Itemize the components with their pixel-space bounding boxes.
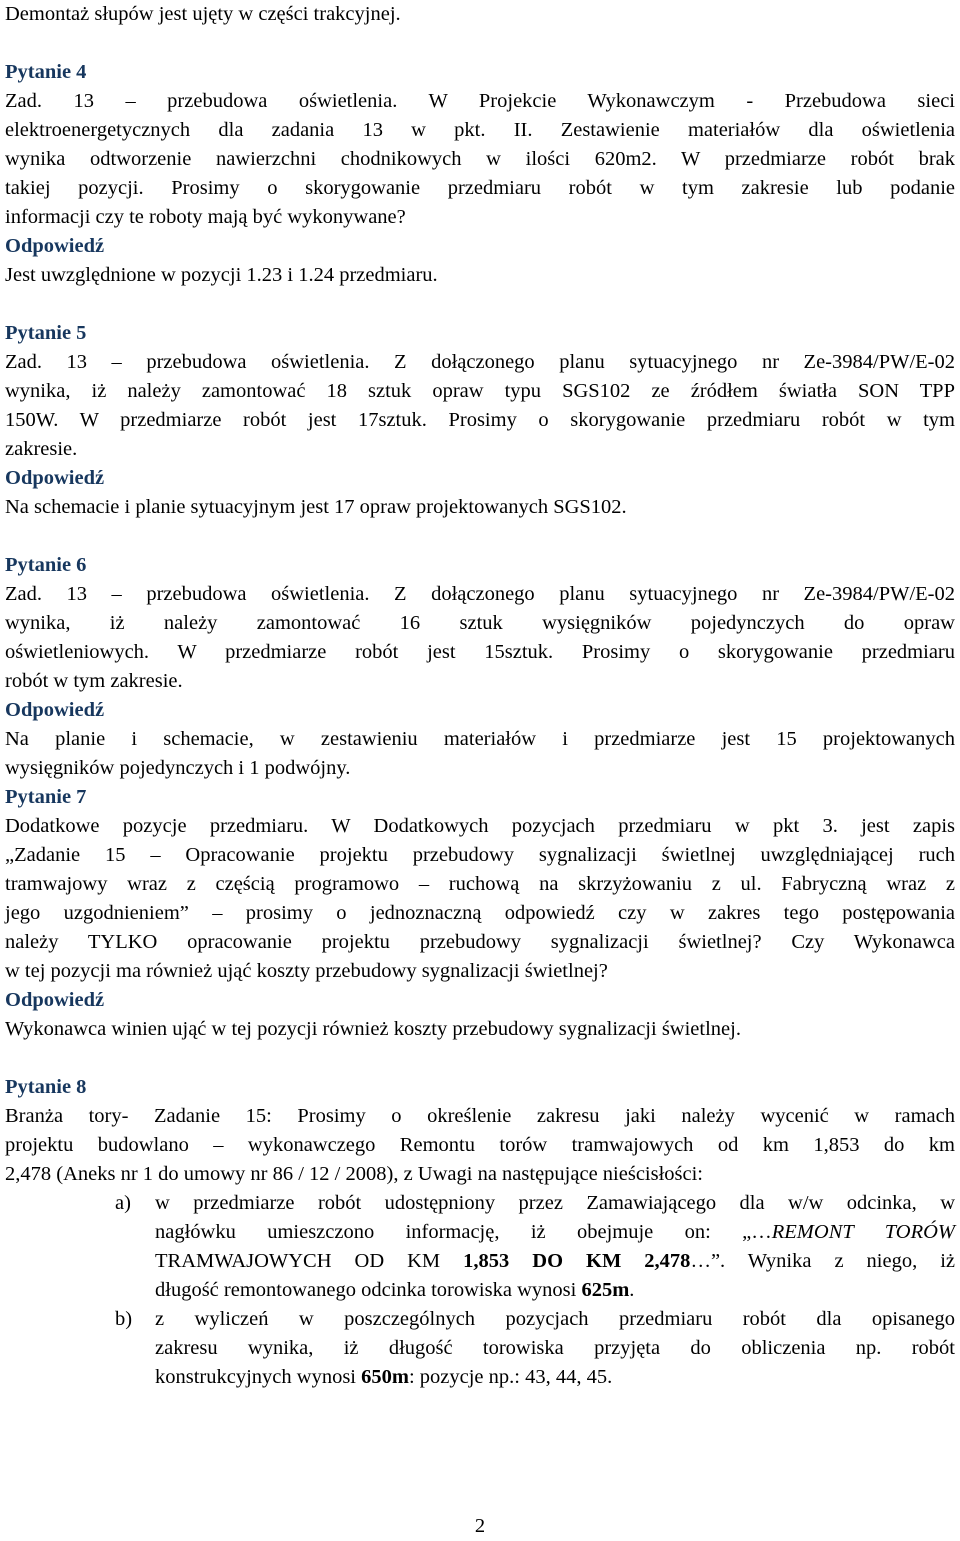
answer-text-line: wysięgników pojedynczych i 1 podwójny.: [5, 757, 351, 779]
list-item-emphasis: REMONT TORÓW: [771, 1221, 955, 1243]
question-heading: Pytanie 8: [5, 1076, 87, 1098]
answer-text: Jest uwzględnione w pozycji 1.23 i 1.24 przedmiaru.: [5, 264, 438, 286]
answer-label: Odpowiedź: [5, 235, 105, 257]
list-item-text: nagłówku umieszczono informację, iż obejmuje on: „…: [155, 1221, 772, 1243]
list-item-text: długość remontowanego odcinka torowiska wynosi: [155, 1279, 582, 1301]
list-item-label: a): [115, 1192, 131, 1214]
list-item-label: b): [115, 1308, 133, 1330]
list-item-a: [5, 1189, 955, 1305]
question-text-line: wynika odtworzenie nawierzchni chodnikowych w ilości 620m2. W przedmiarze robót brak: [5, 148, 955, 170]
list-item-text: …”. Wynika z niego, iż: [690, 1250, 955, 1272]
question-text-line: Zad. 13 – przebudowa oświetlenia. Z dołączonego planu sytuacyjnego nr Ze-3984/PW/E-02: [5, 351, 955, 373]
answer-label: Odpowiedź: [5, 699, 105, 721]
question-text-line: wynika, iż należy zamontować 16 sztuk wysięgników pojedynczych do opraw: [5, 612, 955, 634]
list-item-bold: 1,853 DO KM 2,478: [463, 1250, 691, 1272]
question-4: [5, 58, 955, 290]
question-text-line: informacji czy te roboty mają być wykonywane?: [5, 206, 406, 228]
question-heading: Pytanie 4: [5, 61, 87, 83]
question-heading: Pytanie 6: [5, 554, 87, 576]
list-item-text: .: [629, 1279, 635, 1301]
answer-text: Na schemacie i planie sytuacyjnym jest 17 opraw projektowanych SGS102.: [5, 496, 627, 518]
question-text-line: elektroenergetycznych dla zadania 13 w pkt. II. Zestawienie materiałów dla oświetlenia: [5, 119, 955, 141]
list-item-line: [155, 1247, 955, 1276]
list-item-b: [5, 1305, 955, 1392]
question-text-line: projektu budowlano – wykonawczego Remontu torów tramwajowych od km 1,853 do km: [5, 1134, 955, 1156]
question-text-line: Zad. 13 – przebudowa oświetlenia. W Projekcie Wykonawczym - Przebudowa sieci: [5, 90, 955, 112]
question-heading: Pytanie 5: [5, 322, 87, 344]
list-item-line: [155, 1276, 955, 1305]
question-text-line: należy TYLKO opracowanie projektu przebudowy sygnalizacji świetlnej? Czy Wykonawca: [5, 931, 955, 953]
question-5: [5, 319, 955, 522]
question-text-line: Branża tory- Zadanie 15: Prosimy o określenie zakresu jaki należy wycenić w ramach: [5, 1105, 955, 1127]
list-item-line: [155, 1363, 955, 1392]
question-text-line: robót w tym zakresie.: [5, 670, 183, 692]
question-text-line: zakresie.: [5, 438, 78, 460]
intro-text: Demontaż słupów jest ujęty w części trakcyjnej.: [5, 3, 401, 25]
question-8: [5, 1073, 955, 1392]
question-7: [5, 783, 955, 1044]
document-page: [5, 0, 955, 1392]
answer-text-line: Na planie i schemacie, w zestawieniu materiałów i przedmiarze jest 15 projektowanych: [5, 728, 955, 750]
page-number: 2: [474, 1515, 486, 1537]
question-text-line: tramwajowy wraz z częścią programowo – ruchową na skrzyżowaniu z ul. Fabryczną wraz z: [5, 873, 955, 895]
question-text-line: takiej pozycji. Prosimy o skorygowanie przedmiaru robót w tym zakresie lub podanie: [5, 177, 955, 199]
question-text-line: wynika, iż należy zamontować 18 sztuk opraw typu SGS102 ze źródłem światła SON TPP: [5, 380, 955, 402]
list-item-line: [155, 1218, 955, 1247]
answer-text: Wykonawca winien ująć w tej pozycji również koszty przebudowy sygnalizacji świetlnej.: [5, 1018, 741, 1040]
question-text-line: 2,478 (Aneks nr 1 do umowy nr 86 / 12 / 2008), z Uwagi na następujące nieścisłości:: [5, 1163, 704, 1185]
question-text-line: Zad. 13 – przebudowa oświetlenia. Z dołączonego planu sytuacyjnego nr Ze-3984/PW/E-02: [5, 583, 955, 605]
answer-label: Odpowiedź: [5, 989, 105, 1011]
list-item-text: : pozycje np.: 43, 44, 45.: [408, 1366, 613, 1388]
list-item-text: konstrukcyjnych wynosi: [155, 1366, 362, 1388]
question-heading: Pytanie 7: [5, 786, 87, 808]
question-text-line: „Zadanie 15 – Opracowanie projektu przebudowy sygnalizacji świetlnej uwzględniającej ruch: [5, 844, 955, 866]
list-item-line: z wyliczeń w poszczególnych pozycjach przedmiaru robót dla opisanego: [155, 1308, 955, 1330]
list-item-line: w przedmiarze robót udostępniony przez Zamawiającego dla w/w odcinka, w: [155, 1192, 955, 1214]
question-text-line: 150W. W przedmiarze robót jest 17sztuk. Prosimy o skorygowanie przedmiaru robót w tym: [5, 409, 955, 431]
question-6: [5, 551, 955, 783]
list-item-line: zakresu wynika, iż długość torowiska przyjęta do obliczenia np. robót: [155, 1337, 955, 1359]
question-text-line: w tej pozycji ma również ująć koszty przebudowy sygnalizacji świetlnej?: [5, 960, 608, 982]
question-text-line: oświetleniowych. W przedmiarze robót jest 15sztuk. Prosimy o skorygowanie przedmiaru: [5, 641, 955, 663]
list-item-bold: 625m: [581, 1279, 630, 1301]
list-item-text: TRAMWAJOWYCH OD KM: [155, 1250, 464, 1272]
question-text-line: Dodatkowe pozycje przedmiaru. W Dodatkowych pozycjach przedmiaru w pkt 3. jest zapis: [5, 815, 955, 837]
question-text-line: jego uzgodnieniem” – prosimy o jednoznaczną odpowiedź czy w zakres tego postępowania: [5, 902, 955, 924]
list-item-bold: 650m: [361, 1366, 409, 1388]
answer-label: Odpowiedź: [5, 467, 105, 489]
